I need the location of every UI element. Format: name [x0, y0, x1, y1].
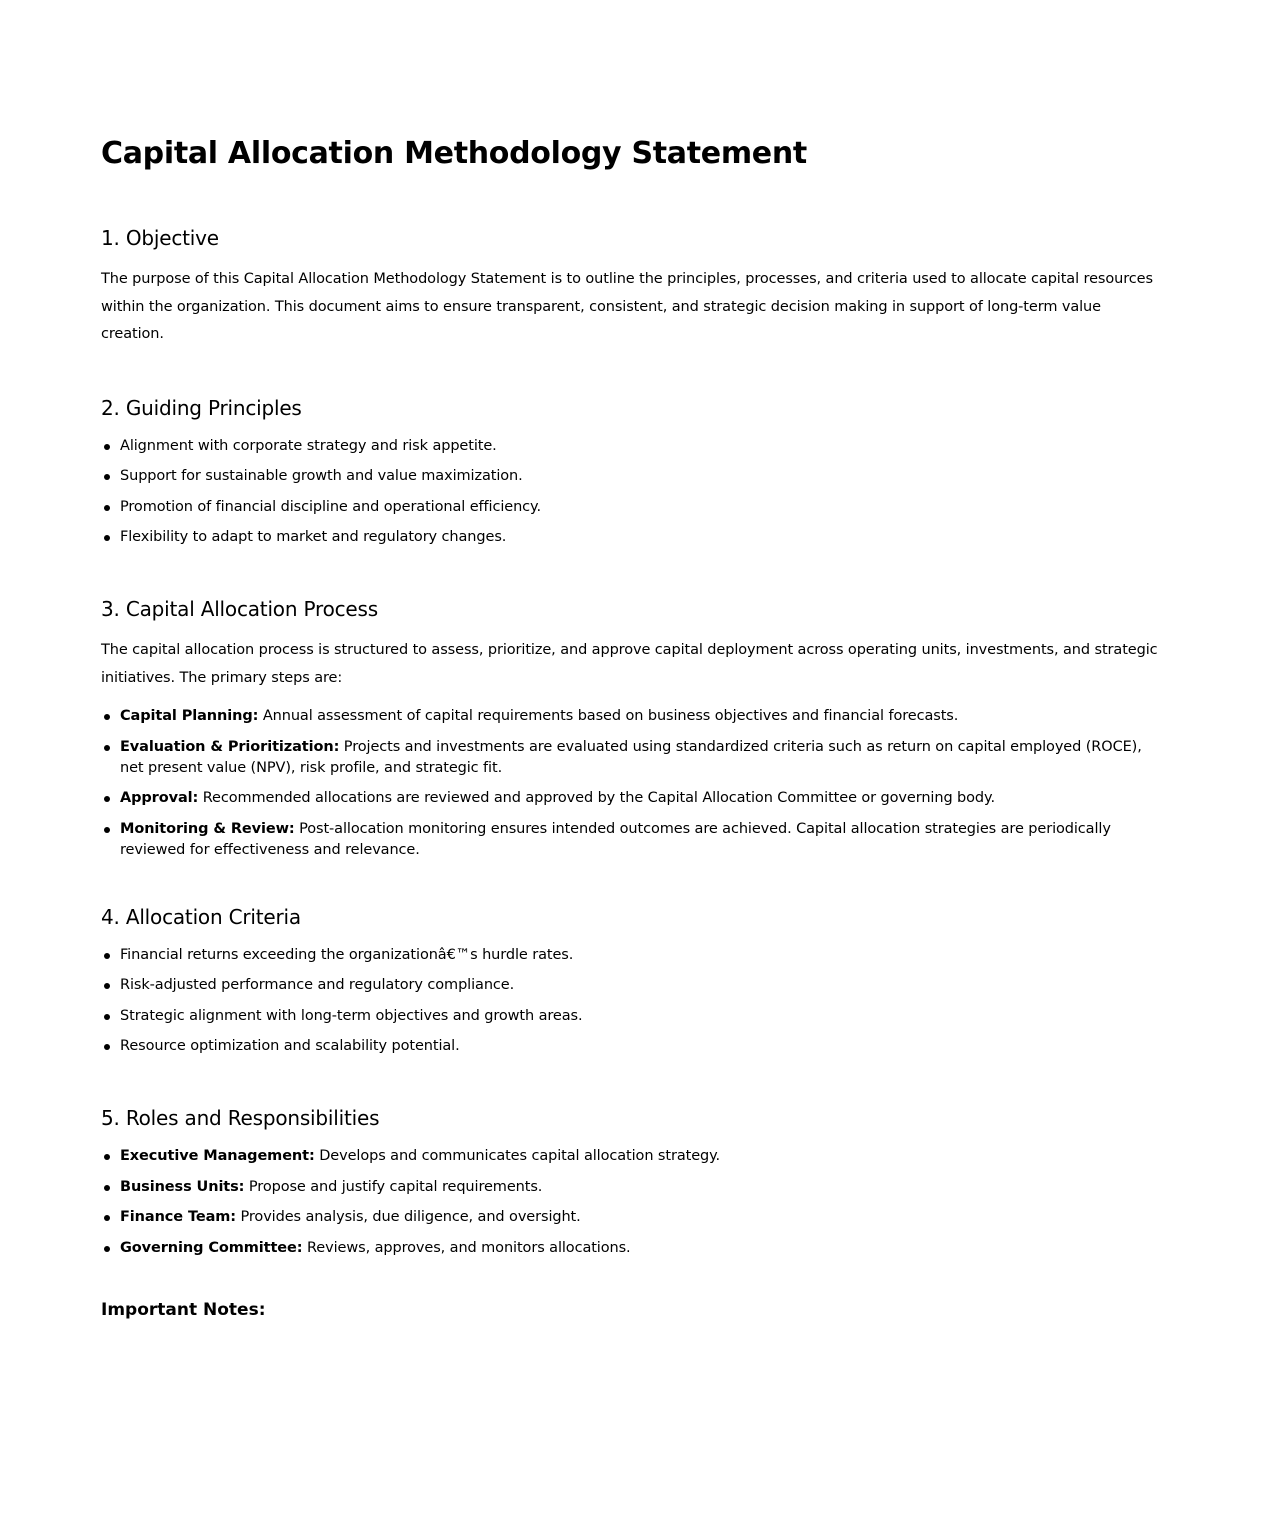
step-term: Approval: — [120, 790, 199, 806]
list-item: Promotion of financial discipline and operational efficiency. — [120, 497, 1163, 518]
section-objective — [101, 223, 1163, 349]
objective-paragraph: The purpose of this Capital Allocation Methodology Statement is to outline the principles, processes, and criteria used to allocate capital resources within the organization. This document aims to ensure transparent, consistent, and strategic decision making in support of long-term value creation. — [101, 271, 1153, 342]
list-item: Support for sustainable growth and value maximization. — [120, 466, 1163, 487]
step-text: Annual assessment of capital requirements based on business objectives and financial forecasts. — [258, 708, 959, 724]
step-text: Projects and investments are evaluated using standardized criteria such as return on capital employed (ROCE), net present value (NPV), risk profile, and strategic fit. — [120, 738, 1142, 776]
list-item: Alignment with corporate strategy and risk appetite. — [120, 436, 1163, 457]
page-title: Capital Allocation Methodology Statement — [101, 136, 807, 171]
role-text: Develops and communicates capital allocation strategy. — [314, 1148, 721, 1164]
section-heading-process: 3. Capital Allocation Process — [101, 597, 378, 621]
step-text: Post-allocation monitoring ensures intended outcomes are achieved. Capital allocation strategies are periodically reviewed for effectiveness and relevance. — [120, 820, 1111, 858]
roles-list — [101, 1146, 1163, 1259]
section-allocation-criteria — [101, 902, 1163, 1058]
section-capital-allocation-process — [101, 594, 1163, 861]
list-item: Flexibility to adapt to market and regulatory changes. — [120, 527, 1163, 548]
role-term: Finance Team: — [120, 1209, 236, 1225]
section-guiding-principles — [101, 393, 1163, 549]
role-term: Executive Management: — [120, 1148, 315, 1164]
section-roles-responsibilities — [101, 1103, 1163, 1259]
list-item: Resource optimization and scalability potential. — [120, 1036, 1163, 1057]
principles-list — [101, 436, 1163, 549]
role-text: Reviews, approves, and monitors allocations. — [302, 1239, 631, 1256]
list-item — [120, 1146, 1163, 1167]
list-item — [120, 706, 1163, 727]
step-term: Capital Planning: — [120, 708, 259, 724]
section-heading-guiding-principles: 2. Guiding Principles — [101, 395, 302, 420]
list-item: Strategic alignment with long-term objectives and growth areas. — [120, 1006, 1163, 1027]
role-term: Governing Committee: — [120, 1239, 303, 1256]
criteria-list — [101, 945, 1163, 1058]
step-term: Evaluation & Prioritization: — [120, 738, 340, 755]
list-item: Risk-adjusted performance and regulatory compliance. — [120, 975, 1163, 996]
step-text: Recommended allocations are reviewed and approved by the Capital Allocation Committee or governing body. — [198, 790, 995, 806]
process-intro: The capital allocation process is structured to assess, prioritize, and approve capital deployment across operating units, investments, and strategic initiatives. The primary steps are: — [101, 642, 1158, 686]
list-item — [120, 1177, 1163, 1198]
role-text: Provides analysis, due diligence, and oversight. — [235, 1209, 581, 1225]
role-text: Propose and justify capital requirements. — [244, 1178, 543, 1195]
process-steps-list — [101, 706, 1163, 861]
important-notes-heading: Important Notes: — [101, 1299, 266, 1320]
section-heading-criteria: 4. Allocation Criteria — [101, 904, 301, 929]
list-item — [120, 788, 1163, 809]
role-term: Business Units: — [120, 1178, 245, 1195]
list-item — [120, 1238, 1163, 1259]
section-heading-objective: 1. Objective — [101, 226, 219, 250]
list-item — [120, 737, 1163, 779]
list-item — [120, 819, 1163, 861]
list-item: Financial returns exceeding the organizationâ€™s hurdle rates. — [120, 945, 1163, 966]
list-item — [120, 1207, 1163, 1228]
section-heading-roles: 5. Roles and Responsibilities — [101, 1106, 380, 1130]
step-term: Monitoring & Review: — [120, 820, 295, 837]
